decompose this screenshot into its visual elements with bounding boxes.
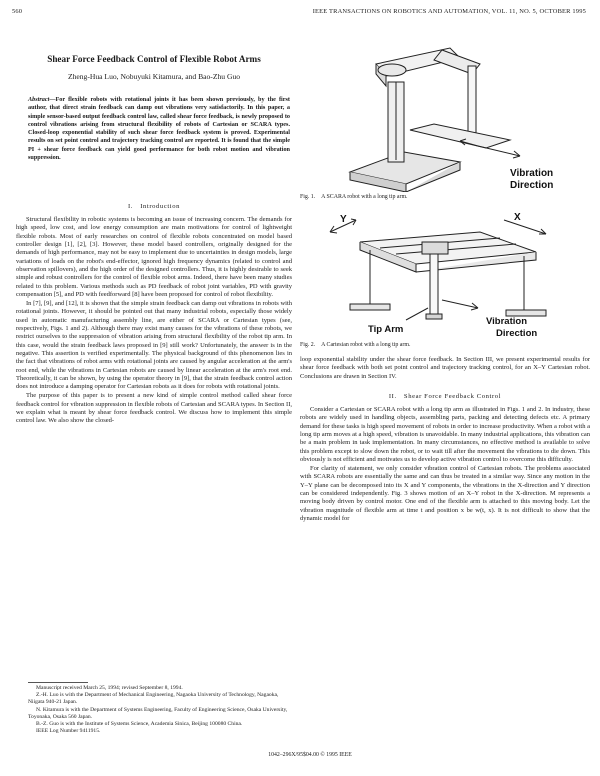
fig2-label-x: X — [514, 212, 521, 223]
right-paragraph: For clarity of statement, we only consider vibration control of Cartesian robots. The problems associated with SCARA robots are essentially the same and can thus be treated in a similar way. Since any motion in the Y–Y plane can be decomposed into its X and Y components, the vibrations in the X-direction and Y direction can be considered independently. Fig. 3 shows motion of an X–Y robot in the X-direction. M represents a moving body driven by control motor. One end of the flexible arm is attached to this moving body. Let the vibration magnitude of flexible arm at time t and position x be w(t, x). It is not difficult to show that the dynamic model for — [300, 464, 590, 522]
figure-1 — [310, 34, 586, 192]
figure-2 — [310, 212, 586, 340]
footnote: IEEE Log Number 9411915. — [36, 728, 101, 735]
left-paragraph: The purpose of this paper is to present a new kind of simple control method called shear force feedback control for vibration suppression in flexible robots of Cartesian and SCARA types. In Section II, we explain what is meant by shear force feedback control. We discuss how to implement this simple control law. We also show the closed- — [16, 392, 293, 425]
scara-robot-illustration — [310, 34, 586, 192]
fig1-label-vibration: Vibration — [510, 168, 554, 179]
fig2-label-direction: Direction — [496, 328, 538, 339]
right-paragraph: loop exponential stability under the shear force feedback. In Section III, we present experimental results for shear force feedback with both set point control and trajectory tracking control, for an X–Y Cartesian robot. Conclusions are drawn in Section IV. — [300, 356, 590, 380]
footnote: Z.-H. Luo is with the Department of Mechanical Engineering, Nagaoka University of Technology, Nagaoka, Niigata 940-21 Japan. — [28, 692, 279, 706]
footer-copyright: 1042–296X/95$04.00 © 1995 IEEE — [268, 752, 352, 758]
footnotes — [28, 682, 290, 735]
cartesian-robot-illustration — [310, 212, 586, 340]
paper-authors: Zheng-Hua Luo, Nobuyuki Kitamura, and Bao-Zhu Guo — [67, 72, 241, 81]
footnote: N. Kitamura is with the Department of Systems Engineering, Faculty of Engineering Science, Osaka University, Toyonaka, Osaka 560 Japan. — [28, 706, 288, 720]
page-number: 560 — [12, 8, 23, 15]
figure-1-caption: Fig. 1. A SCARA robot with a long tip arm. — [300, 194, 408, 200]
left-column — [16, 216, 292, 426]
fig2-label-vibration: Vibration — [486, 316, 527, 327]
abstract — [28, 96, 290, 162]
footnote: Manuscript received March 25, 1994; revised September 8, 1994. — [36, 685, 183, 691]
left-paragraph: In [7], [9], and [12], it is shown that the simple strain feedback can damp out vibrations in robots with rotational joints. However, it should be pointed out that many industrial robots, especially those widely used in automatic manufacturing assembly line, are either of SCARA or Cartesian types (see, respectively, Figs. 1 and 2). Although there may exist many causes for the vibrations of these robots, we restrict ourselves to the suppression of vibration arising from structural flexibility of the robot tip arm. In this case, would the strain feedback laws proposed in [9] still work? Unfortunately, the answer is in the negative. This assertion is verified experimentally. The physical background of this phenomenon lies in the fact that vibrations of robot arms with rotational joints are caused by angular acceleration at the arm's root end, while the vibrations in Cartesian robots are caused by linear acceleration at the arm's root end. Theoretically, it can be shown, by using the operator theory in [9], that the strain feedback control action does not introduce a damping operator for Cartesian robots as it does for robots with rotational joints. — [16, 299, 292, 391]
left-paragraph: Structural flexibility in robotic systems is becoming an issue of increasing concern. The demands for high speed, low cost, and low energy consumption are main motivations for control of lightweight flexible robots. Most of early researches on control of flexible robots concentrated on model based controller design [1], [2], [3]. However, these model based controllers, originally designed for the demands of high performance, may not be easy to implement due to uncertainties in design models, large variations of loads on the robot's end-effector, ignored high frequency dynamics (related to control and observation spillovers), and the high order of the designed controllers. Thus, it is highly desirable to seek simple and robust controllers for the control of flexible robot arms. Indeed, there have been many studies related to this problem. Various methods such as PD feedback of robot joint variables, PD with gravity compensation [5], and PD with feedforward [8] have been proposed for control of robot flexibility. — [16, 216, 292, 299]
fig1-label-direction: Direction — [510, 180, 554, 191]
right-column-sec2 — [300, 406, 590, 524]
footnote: B.-Z. Guo is with the Institute of Systems Science, Academia Sinica, Beijing 100080 China. — [36, 721, 243, 728]
abstract-label: Abstract— — [28, 96, 56, 103]
right-paragraph: Consider a Cartesian or SCARA robot with a long tip arm as illustrated in Figs. 1 and 2. In industry, these robots are widely used in handling objects, assembling parts, packing and detecting defects etc. A primary demand for these tasks is high speed movement of robots in order to increase productivity. When a robot with a long tip arm moves at a high speed, vibration is unavoidable. In many industrial applications, this vibration can be a main problem in task implementation. In many circumstances, no effective method is available to solve this problem except to slow down the robot, or to wait till after the movement the vibrations to die down. This obviously is not efficient and motivates us to develop active vibration control to overcome this difficulty. — [300, 406, 590, 464]
right-column-top — [300, 356, 590, 382]
section-2-heading: II. Shear Force Feedback Control — [388, 393, 502, 400]
intro-heading: I. Introduction — [127, 203, 181, 210]
journal-header: IEEE TRANSACTIONS ON ROBOTICS AND AUTOMATION, VOL. 11, NO. 5, OCTOBER 1995 — [312, 8, 586, 15]
footnote-rule — [28, 682, 88, 683]
paper-title: Shear Force Feedback Control of Flexible Robot Arms — [47, 54, 261, 64]
figure-2-caption: Fig. 2. A Cartesian robot with a long tip arm. — [300, 342, 411, 348]
fig2-label-tip-arm: Tip Arm — [368, 324, 404, 335]
abstract-text: For flexible robots with rotational joints it has been shown previously, by the first author, that direct strain feedback can damp out vibrations very satisfactorily. In this paper, a simple sensor-based output feedback control law, called shear force feedback, is newly proposed to control vibrations arising from structural flexibility of robots of Cartesian or SCARA types. Closed-loop exponential stability of such shear force feedback system is proved. Experimental results on set point control and trajectory tracking control are reported. It is found that the simple PI + shear force feedback can yield good performance for both robot motion and vibration suppression. — [28, 96, 290, 162]
fig2-label-y: Y — [340, 214, 347, 225]
